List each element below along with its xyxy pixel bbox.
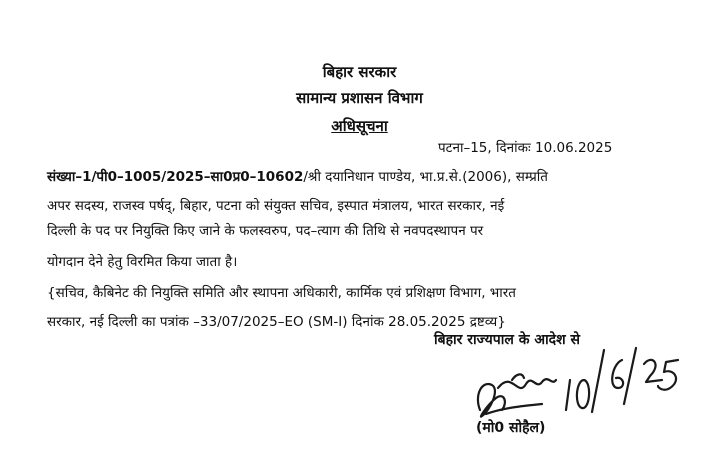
body-line-4: योगदान देने हेतु विरमित किया जाता है। bbox=[47, 254, 238, 270]
body-line-5: {सचिव, कैबिनेट की नियुक्ति समिति और स्थापना अधिकारी, कार्मिक एवं प्रशिक्षण विभाग, भारत bbox=[47, 285, 516, 301]
government-heading: बिहार सरकार bbox=[322, 63, 397, 81]
document-type-heading: अधिसूचना bbox=[331, 117, 388, 135]
handwritten-signature bbox=[452, 340, 692, 430]
place-and-date: पटना–15, दिनांकः 10.06.2025 bbox=[438, 140, 613, 156]
body-line-6: सरकार, नई दिल्ली का पत्रांक –33/07/2025–EO (SM-I) दिनांक 28.05.2025 द्रष्टव्य} bbox=[47, 314, 506, 330]
officer-name: (मो0 सोहैल) bbox=[476, 420, 546, 436]
body-line-2: अपर सदस्य, राजस्व पर्षद्, बिहार, पटना को संयुक्त सचिव, इस्पात मंत्रालय, भारत सरकार, नई bbox=[47, 198, 505, 214]
body-line-1-text: /श्री दयानिधान पाण्डेय, भा.प्र.से.(2006), सम्प्रति bbox=[303, 169, 548, 185]
body-line-3: दिल्ली के पद पर नियुक्ति किए जाने के फलस्वरुप, पद–त्याग की तिथि से नवपदस्थापन पर bbox=[47, 223, 484, 239]
reference-number: संख्या–1/पी0–1005/2025–सा0प्र0–10602 bbox=[47, 169, 304, 185]
body-line-1 bbox=[47, 167, 548, 185]
department-heading: सामान्य प्रशासन विभाग bbox=[296, 89, 423, 107]
governor-order-line: बिहार राज्यपाल के आदेश से bbox=[434, 332, 580, 348]
